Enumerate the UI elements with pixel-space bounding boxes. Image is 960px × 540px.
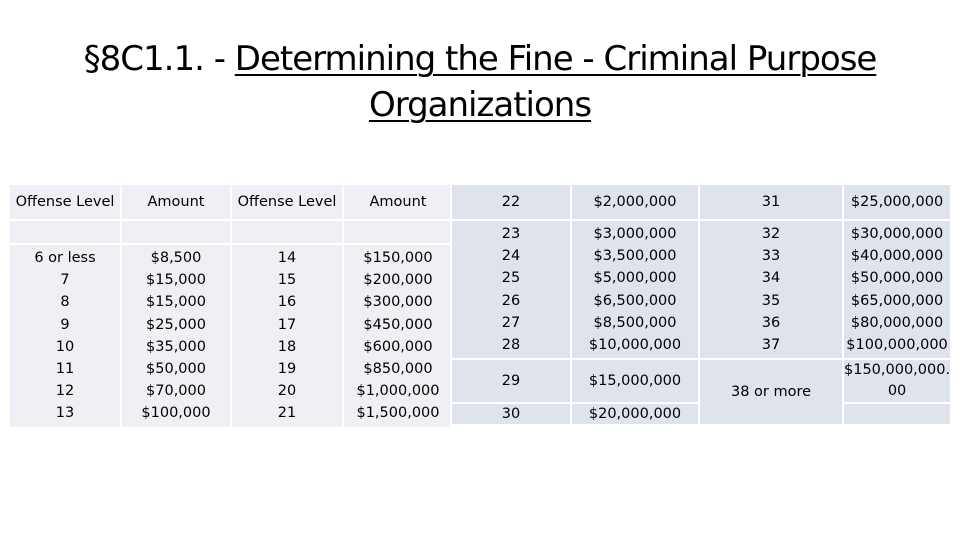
offense-level-cell: 22 — [451, 184, 571, 220]
table-cell-value: 23 — [501, 226, 521, 242]
table-cell-value: 28 — [501, 337, 521, 354]
table-cell-value: 19 — [277, 361, 297, 378]
offense-level-column — [231, 244, 343, 428]
table-cell-value: $100,000 — [141, 405, 211, 422]
table-cell-value: 7 — [60, 272, 70, 289]
offense-level-cell: 29 — [451, 359, 571, 403]
title-line-2: Organizations — [368, 85, 592, 125]
page-title — [30, 36, 930, 128]
table-cell-value: $25,000 — [146, 316, 206, 333]
table-cell-value: $450,000 — [363, 316, 433, 333]
offense-level-cell: 31 — [699, 184, 843, 220]
table-cell-value: $100,000,000 — [846, 337, 948, 354]
empty-cell — [231, 220, 343, 244]
fine-table-right — [450, 183, 952, 426]
table-cell-value: $5,000,000 — [593, 270, 677, 287]
table-cell-value: 32 — [761, 226, 781, 242]
amount-column — [843, 220, 951, 359]
table-cell-value: $8,500,000 — [593, 314, 677, 331]
offense-level-cell: 30 — [451, 403, 571, 425]
amount-cell: $25,000,000 — [843, 184, 951, 220]
table-cell-value: $3,000,000 — [593, 226, 677, 242]
amount-cell: $20,000,000 — [571, 403, 699, 425]
header-offense-level: Offense Level — [9, 184, 121, 220]
amount-line: 00 — [887, 383, 907, 400]
table-row — [451, 184, 951, 220]
amount-cell: $15,000,000 — [571, 359, 699, 403]
table-cell-value: $50,000,000 — [850, 270, 944, 287]
table-cell-value: 35 — [761, 292, 781, 309]
table-cell-value: $850,000 — [363, 361, 433, 378]
header-offense-level: Offense Level — [231, 184, 343, 220]
table-spacer-row — [9, 220, 453, 244]
table-cell-value: $6,500,000 — [593, 292, 677, 309]
table-cell-value: 17 — [277, 316, 297, 333]
offense-level-column — [699, 220, 843, 359]
table-cell-value: $50,000 — [146, 361, 206, 378]
table-cell-value: $10,000,000 — [588, 337, 682, 354]
table-cell-value: 37 — [761, 337, 781, 354]
table-cell-value: 20 — [277, 383, 297, 400]
table-cell-value: 34 — [761, 270, 781, 287]
offense-level-cell: 38 or more — [699, 359, 843, 425]
table-cell-value: 33 — [761, 248, 781, 265]
table-row — [451, 359, 951, 403]
table-cell-value: 36 — [761, 314, 781, 331]
empty-cell — [121, 220, 231, 244]
table-body-row — [9, 244, 453, 428]
table-row — [451, 220, 951, 359]
table-cell-value: 13 — [55, 405, 75, 422]
table-cell-value: $300,000 — [363, 294, 433, 311]
table-cell-value: 18 — [277, 338, 297, 355]
table-cell-value: 27 — [501, 314, 521, 331]
table-cell-value: $65,000,000 — [850, 292, 944, 309]
table-cell-value: $600,000 — [363, 338, 433, 355]
table-cell-value: 11 — [55, 361, 75, 378]
table-cell-value: 10 — [55, 338, 75, 355]
empty-cell — [9, 220, 121, 244]
amount-cell — [843, 359, 951, 403]
amount-column — [571, 220, 699, 359]
amount-line: $150,000,000. — [844, 362, 951, 379]
table-cell-value: $70,000 — [146, 383, 206, 400]
section-number: §8C1.1. - — [83, 39, 235, 79]
table-cell-value: $80,000,000 — [850, 314, 944, 331]
table-cell-value: 15 — [277, 272, 297, 289]
title-line-1: Determining the Fine - Criminal Purpose — [234, 39, 877, 79]
offense-level-column — [451, 220, 571, 359]
header-amount: Amount — [121, 184, 231, 220]
table-cell-value: $150,000 — [363, 250, 433, 266]
table-cell-value: 6 or less — [34, 250, 96, 266]
table-cell-value: 8 — [60, 294, 70, 311]
amount-cell: $2,000,000 — [571, 184, 699, 220]
table-cell-value: $40,000,000 — [850, 248, 944, 265]
table-cell-value: 12 — [55, 383, 75, 400]
table-cell-value: 26 — [501, 292, 521, 309]
amount-column — [121, 244, 231, 428]
table-header-row — [9, 184, 453, 220]
empty-cell — [843, 403, 951, 425]
table-cell-value: $8,500 — [150, 250, 202, 266]
table-cell-value: 14 — [277, 250, 297, 266]
table-cell-value: 9 — [60, 316, 70, 333]
fine-table-left — [8, 183, 454, 429]
table-cell-value: $1,000,000 — [356, 383, 440, 400]
table-cell-value: $1,500,000 — [356, 405, 440, 422]
table-cell-value: $15,000 — [146, 294, 206, 311]
table-cell-value: $200,000 — [363, 272, 433, 289]
offense-level-column — [9, 244, 121, 428]
header-amount: Amount — [343, 184, 453, 220]
table-cell-value: $3,500,000 — [593, 248, 677, 265]
table-cell-value: 21 — [277, 405, 297, 422]
table-cell-value: 25 — [501, 270, 521, 287]
amount-column — [343, 244, 453, 428]
table-cell-value: $15,000 — [146, 272, 206, 289]
empty-cell — [343, 220, 453, 244]
table-cell-value: $30,000,000 — [850, 226, 944, 242]
table-cell-value: 16 — [277, 294, 297, 311]
table-cell-value: 24 — [501, 248, 521, 265]
table-cell-value: $35,000 — [146, 338, 206, 355]
